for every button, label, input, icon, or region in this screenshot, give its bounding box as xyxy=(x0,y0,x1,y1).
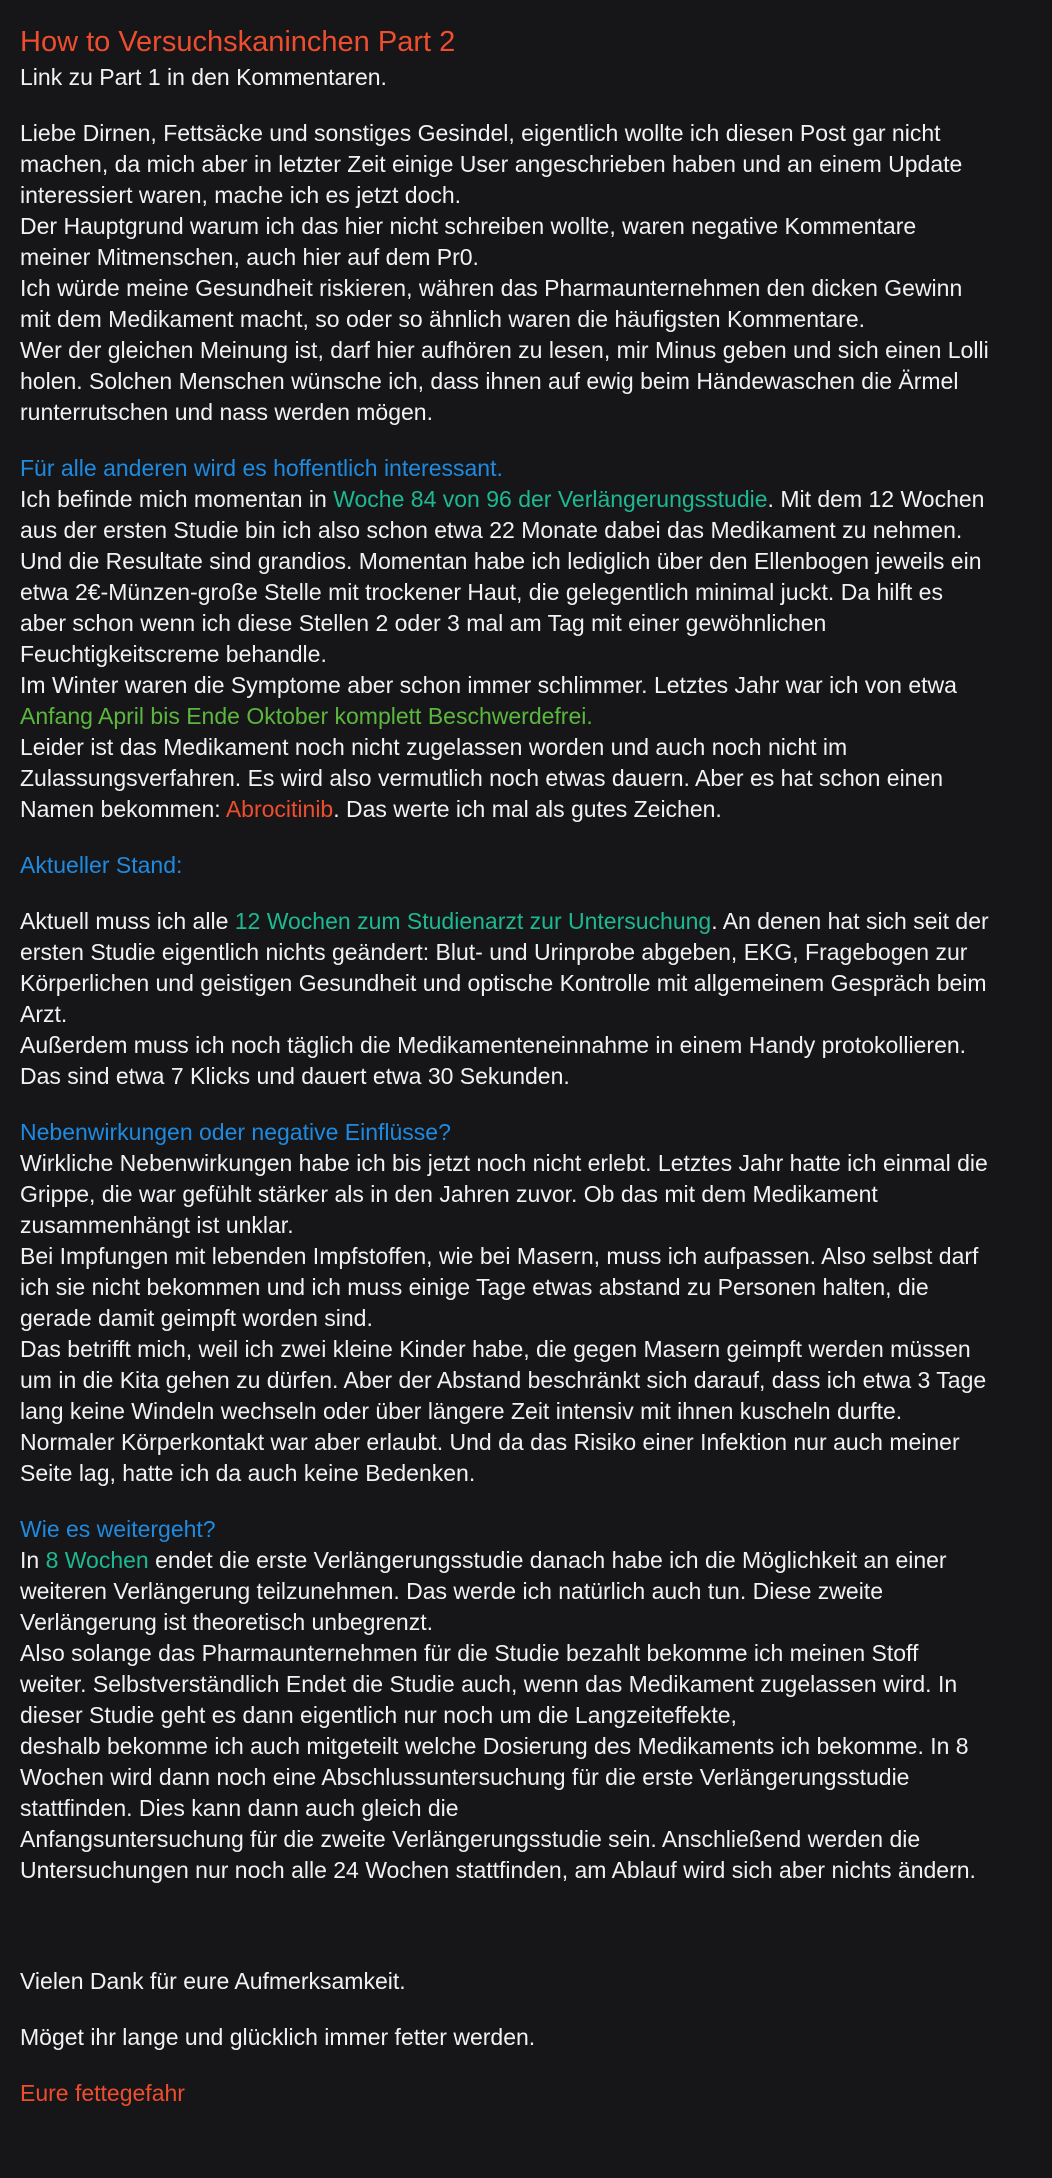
post-title: How to Versuchskaninchen Part 2 xyxy=(20,26,456,58)
text-line: ich sie nicht bekommen und ich muss einige Tage etwas abstand zu Personen halten, die xyxy=(20,1274,929,1300)
text-line: Verlängerung ist theoretisch unbegrenzt. xyxy=(20,1609,433,1635)
section-heading: Aktueller Stand: xyxy=(20,852,183,878)
text-line: zusammenhängt ist unklar. xyxy=(20,1212,294,1238)
text-line: meiner Mitmenschen, auch hier auf dem Pr0. xyxy=(20,244,479,270)
text-line: Normaler Körperkontakt war aber erlaubt. Und da das Risiko einer Infektion nur auch meiner xyxy=(20,1429,960,1455)
text-line: Bei Impfungen mit lebenden Impfstoffen, wie bei Masern, muss ich aufpassen. Also selbst darf xyxy=(20,1243,979,1269)
text-line: ersten Studie eigentlich nichts geändert: Blut- und Urinprobe abgeben, EKG, Fragebogen zur xyxy=(20,939,968,965)
text-fragment: . Das werte ich mal als gutes Zeichen. xyxy=(333,796,722,822)
text-line: Untersuchungen nur noch alle 24 Wochen stattfinden, am Ablauf wird sich aber nichts ändern. xyxy=(20,1857,976,1883)
text-line: Arzt. xyxy=(20,1001,68,1027)
text-fragment: . An denen hat sich seit der xyxy=(711,908,989,934)
text-line: Außerdem muss ich noch täglich die Medikamenteneinnahme in einem Handy protokollieren. xyxy=(20,1032,967,1058)
text-line xyxy=(20,906,1032,937)
part1-link-note: Link zu Part 1 in den Kommentaren. xyxy=(20,64,387,90)
text-line: Im Winter waren die Symptome aber schon immer schlimmer. Letztes Jahr war ich von etwa xyxy=(20,672,957,698)
text-line: Wer der gleichen Meinung ist, darf hier aufhören zu lesen, mir Minus geben und sich einen Lolli xyxy=(20,337,989,363)
text-line: etwa 2€-Münzen-große Stelle mit trockener Haut, die gelegentlich minimal juckt. Da hilft es xyxy=(20,579,943,605)
text-fragment: . Mit dem 12 Wochen xyxy=(767,486,985,512)
text-line: um in die Kita gehen zu dürfen. Aber der Abstand beschränkt sich darauf, dass ich etwa 3 Tage xyxy=(20,1367,987,1393)
text-line: Körperlichen und geistigen Gesundheit und optische Kontrolle mit allgemeinem Gespräch beim xyxy=(20,970,987,996)
section-current-state xyxy=(20,906,1032,1092)
text-line: Wirkliche Nebenwirkungen habe ich bis jetzt noch nicht erlebt. Letztes Jahr hatte ich einmal die xyxy=(20,1150,988,1176)
text-line xyxy=(20,794,1032,825)
text-line: dieser Studie geht es dann eigentlich nur noch um die Langzeiteffekte, xyxy=(20,1702,737,1728)
closing-wish: Möget ihr lange und glücklich immer fetter werden. xyxy=(20,2024,536,2050)
intro-paragraph xyxy=(20,118,1032,428)
text-line xyxy=(20,1545,1032,1576)
section-side-effects xyxy=(20,1117,1032,1489)
highlight-checkup-interval: 12 Wochen zum Studienarzt zur Untersuchung xyxy=(234,908,712,934)
section-heading: Für alle anderen wird es hoffentlich interessant. xyxy=(20,455,503,481)
text-line: Ich würde meine Gesundheit riskieren, währen das Pharmaunternehmen den dicken Gewinn xyxy=(20,275,963,301)
text-line: Also solange das Pharmaunternehmen für die Studie bezahlt bekomme ich meinen Stoff xyxy=(20,1640,919,1666)
text-line: weiteren Verlängerung teilzunehmen. Das werde ich natürlich auch tun. Diese zweite xyxy=(20,1578,883,1604)
author-signature: Eure fettegefahr xyxy=(20,2080,185,2106)
text-line: Das sind etwa 7 Klicks und dauert etwa 30 Sekunden. xyxy=(20,1063,570,1089)
highlight-drug-name: Abrocitinib xyxy=(225,796,334,822)
text-line: Und die Resultate sind grandios. Momentan habe ich lediglich über den Ellenbogen jeweils ein xyxy=(20,548,982,574)
text-line xyxy=(20,484,1032,515)
text-line: weiter. Selbstverständlich Endet die Studie auch, wenn das Medikament zugelassen wird. In xyxy=(20,1671,958,1697)
section-heading: Wie es weitergeht? xyxy=(20,1516,216,1542)
text-line: gerade damit geimpft worden sind. xyxy=(20,1305,373,1331)
highlight-symptom-free: Anfang April bis Ende Oktober komplett Beschwerdefrei. xyxy=(20,703,593,729)
highlight-study-week: Woche 84 von 96 der Verlängerungsstudie xyxy=(333,486,768,512)
text-line: machen, da mich aber in letzter Zeit einige User angeschrieben haben und an einem Update xyxy=(20,151,963,177)
text-fragment: endet die erste Verlängerungsstudie danach habe ich die Möglichkeit an einer xyxy=(148,1547,947,1573)
text-fragment: In xyxy=(20,1547,46,1573)
section-heading: Nebenwirkungen oder negative Einflüsse? xyxy=(20,1119,451,1145)
text-line: stattfinden. Dies kann dann auch gleich die xyxy=(20,1795,459,1821)
text-line: deshalb bekomme ich auch mitgeteilt welche Dosierung des Medikaments ich bekomme. In 8 xyxy=(20,1733,969,1759)
text-fragment: Namen bekommen: xyxy=(20,796,226,822)
text-line: interessiert waren, mache ich es jetzt doch. xyxy=(20,182,462,208)
text-fragment: Aktuell muss ich alle xyxy=(20,908,235,934)
text-line: runterrutschen und nass werden mögen. xyxy=(20,399,433,425)
section-next-steps xyxy=(20,1514,1032,1886)
section-status xyxy=(20,453,1032,825)
text-line: Wochen wird dann noch eine Abschlussuntersuchung für die erste Verlängerungsstudie xyxy=(20,1764,910,1790)
text-line: Feuchtigkeitscreme behandle. xyxy=(20,641,327,667)
closing-thanks: Vielen Dank für eure Aufmerksamkeit. xyxy=(20,1968,406,1994)
text-line: mit dem Medikament macht, so oder so ähnlich waren die häufigsten Kommentare. xyxy=(20,306,866,332)
text-fragment: Ich befinde mich momentan in xyxy=(20,486,334,512)
text-line: aus der ersten Studie bin ich also schon etwa 22 Monate dabei das Medikament zu nehmen. xyxy=(20,517,963,543)
text-line: Grippe, die war gefühlt stärker als in den Jahren zuvor. Ob das mit dem Medikament xyxy=(20,1181,878,1207)
highlight-weeks-left: 8 Wochen xyxy=(45,1547,149,1573)
text-line: Der Hauptgrund warum ich das hier nicht schreiben wollte, waren negative Kommentare xyxy=(20,213,917,239)
text-line: Das betrifft mich, weil ich zwei kleine Kinder habe, die gegen Masern geimpft werden müssen xyxy=(20,1336,971,1362)
text-line: holen. Solchen Menschen wünsche ich, dass ihnen auf ewig beim Händewaschen die Ärmel xyxy=(20,368,959,394)
text-line: Zulassungsverfahren. Es wird also vermutlich noch etwas dauern. Aber es hat schon einen xyxy=(20,765,944,791)
text-line: Liebe Dirnen, Fettsäcke und sonstiges Gesindel, eigentlich wollte ich diesen Post gar nicht xyxy=(20,120,941,146)
text-line: Seite lag, hatte ich da auch keine Bedenken. xyxy=(20,1460,476,1486)
text-line: Leider ist das Medikament noch nicht zugelassen worden und auch noch nicht im xyxy=(20,734,848,760)
text-line: Anfangsuntersuchung für die zweite Verlängerungsstudie sein. Anschließend werden die xyxy=(20,1826,921,1852)
text-line: lang keine Windeln wechseln oder über längere Zeit intensiv mit ihnen kuscheln durfte. xyxy=(20,1398,903,1424)
text-line: aber schon wenn ich diese Stellen 2 oder 3 mal am Tag mit einer gewöhnlichen xyxy=(20,610,827,636)
